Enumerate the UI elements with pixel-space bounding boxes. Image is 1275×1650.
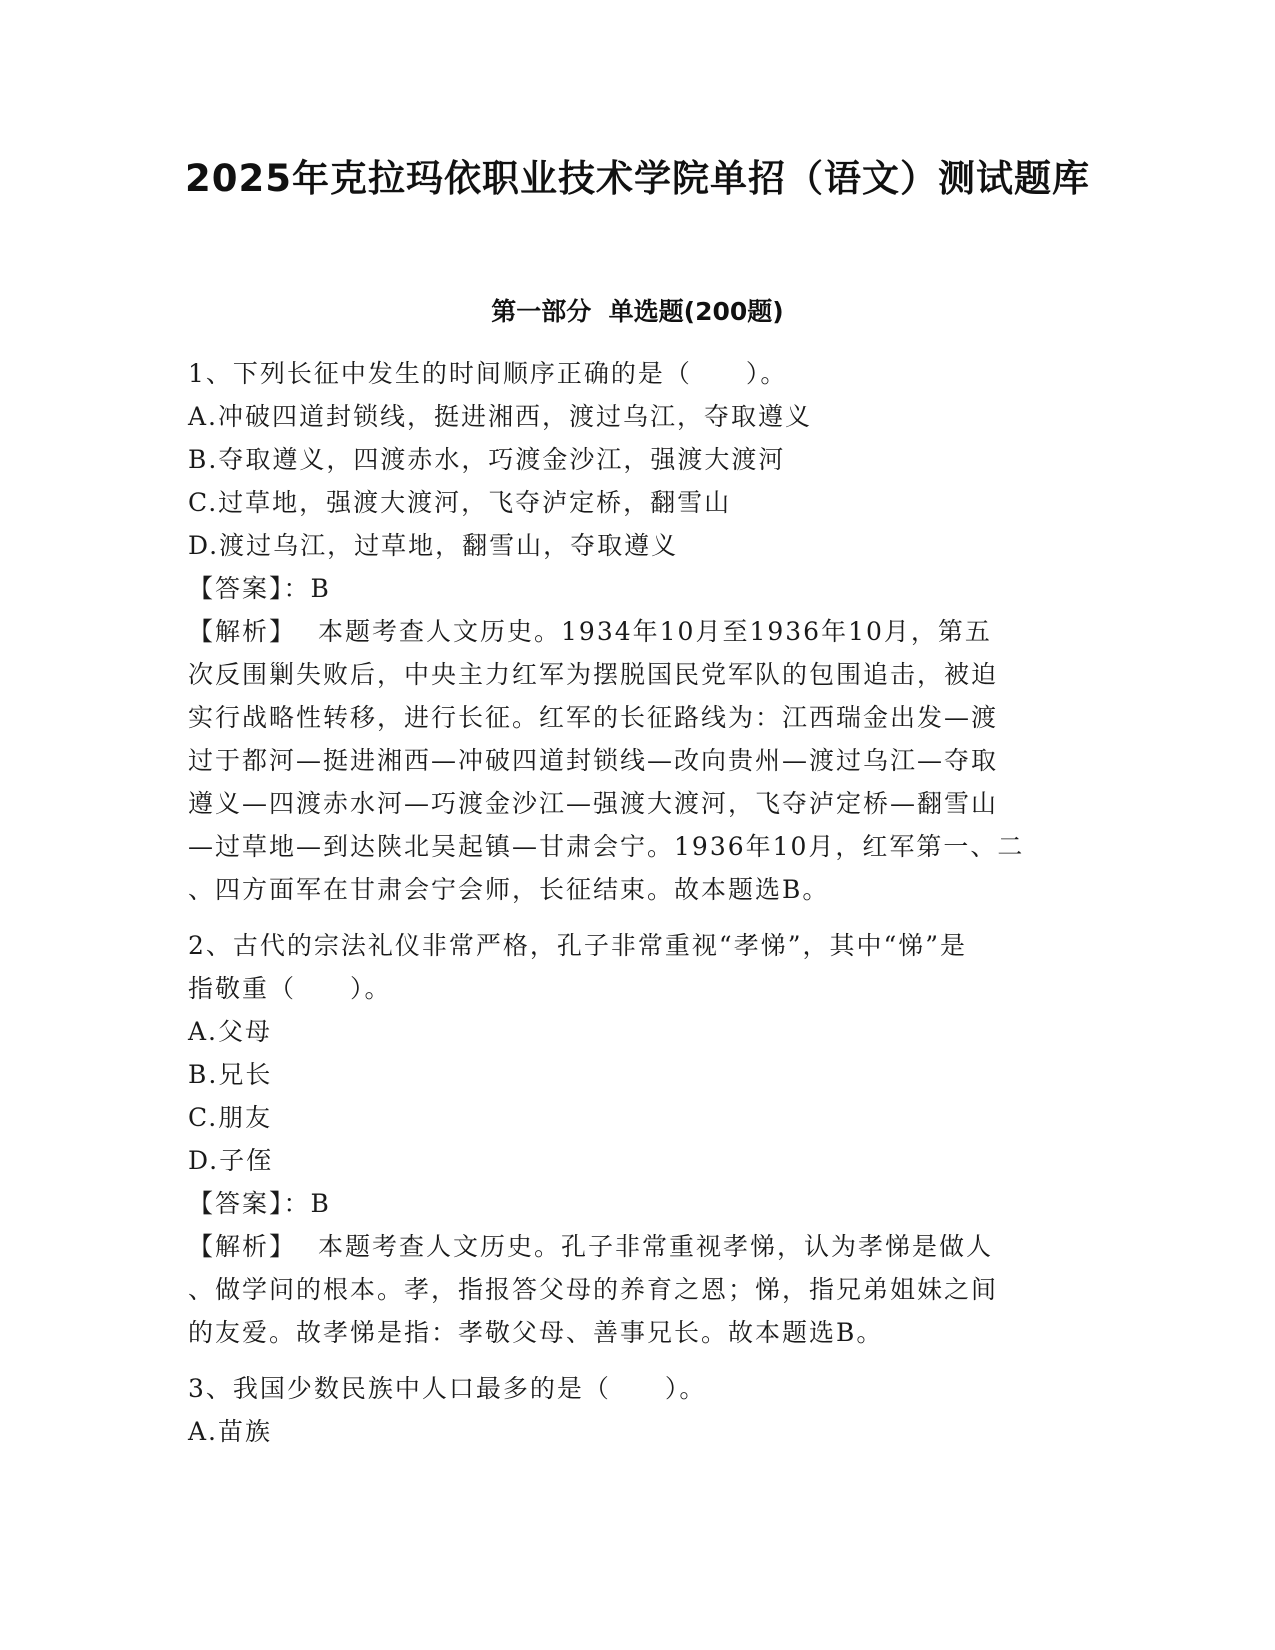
- analysis-text: 本题考查人文历史。1934年10月至1936年10月，第五: [318, 617, 992, 646]
- analysis-line: 次反围剿失败后，中央主力红军为摆脱国民党军队的包围追击，被迫: [188, 660, 999, 689]
- question-stem: 指敬重（ ）。: [188, 974, 392, 1003]
- option-d: D.子侄: [188, 1146, 274, 1175]
- question-stem: 2、古代的宗法礼仪非常严格，孔子非常重视“孝悌”，其中“悌”是: [188, 931, 968, 960]
- question-stem: 3、我国少数民族中人口最多的是（ ）。: [188, 1374, 707, 1403]
- option-d: D.渡过乌江，过草地，翻雪山，夺取遵义: [188, 531, 679, 560]
- option-b: B.夺取遵义，四渡赤水，巧渡金沙江，强渡大渡河: [188, 445, 786, 474]
- question-1: [188, 352, 1088, 911]
- analysis-label: 【解析】: [188, 1232, 297, 1261]
- analysis-text: 本题考查人文历史。孔子非常重视孝悌，认为孝悌是做人: [318, 1232, 994, 1261]
- section-title: 第一部分 单选题(200题): [491, 297, 784, 326]
- analysis-line: 过于都河—挺进湘西—冲破四道封锁线—改向贵州—渡过乌江—夺取: [188, 746, 999, 775]
- question-3: [188, 1367, 1088, 1453]
- option-a: A.冲破四道封锁线，挺进湘西，渡过乌江，夺取遵义: [188, 402, 813, 431]
- analysis-line: 、做学问的根本。孝，指报答父母的养育之恩；悌，指兄弟姐妹之间: [188, 1275, 999, 1304]
- analysis-line: [188, 1225, 1088, 1268]
- answer-value: ：B: [283, 1189, 331, 1218]
- answer-label: 【答案】: [188, 574, 284, 603]
- analysis-line: [188, 610, 1088, 653]
- option-c: C.朋友: [188, 1103, 273, 1132]
- answer-line: [188, 1182, 1088, 1225]
- answer-label: 【答案】: [188, 1189, 284, 1218]
- question-stem: 1、下列长征中发生的时间顺序正确的是（ ）。: [188, 359, 788, 388]
- analysis-line: —过草地—到达陕北吴起镇—甘肃会宁。1936年10月，红军第一、二: [188, 832, 1025, 861]
- option-c: C.过草地，强渡大渡河，飞夺泸定桥，翻雪山: [188, 488, 732, 517]
- question-2: [188, 924, 1088, 1354]
- answer-line: [188, 567, 1088, 610]
- question-list: [188, 352, 1088, 1466]
- analysis-line: 实行战略性转移，进行长征。红军的长征路线为：江西瑞金出发—渡: [188, 703, 999, 732]
- analysis-line: 、四方面军在甘肃会宁会师，长征结束。故本题选B。: [188, 875, 830, 904]
- option-a: A.苗族: [188, 1417, 273, 1446]
- analysis-label: 【解析】: [188, 617, 297, 646]
- document-title: 2025年克拉玛依职业技术学院单招（语文）测试题库: [185, 157, 1090, 200]
- option-a: A.父母: [188, 1017, 273, 1046]
- option-b: B.兄长: [188, 1060, 273, 1089]
- analysis-line: 遵义—四渡赤水河—巧渡金沙江—强渡大渡河，飞夺泸定桥—翻雪山: [188, 789, 999, 818]
- analysis-line: 的友爱。故孝悌是指：孝敬父母、善事兄长。故本题选B。: [188, 1318, 884, 1347]
- answer-value: ：B: [283, 574, 331, 603]
